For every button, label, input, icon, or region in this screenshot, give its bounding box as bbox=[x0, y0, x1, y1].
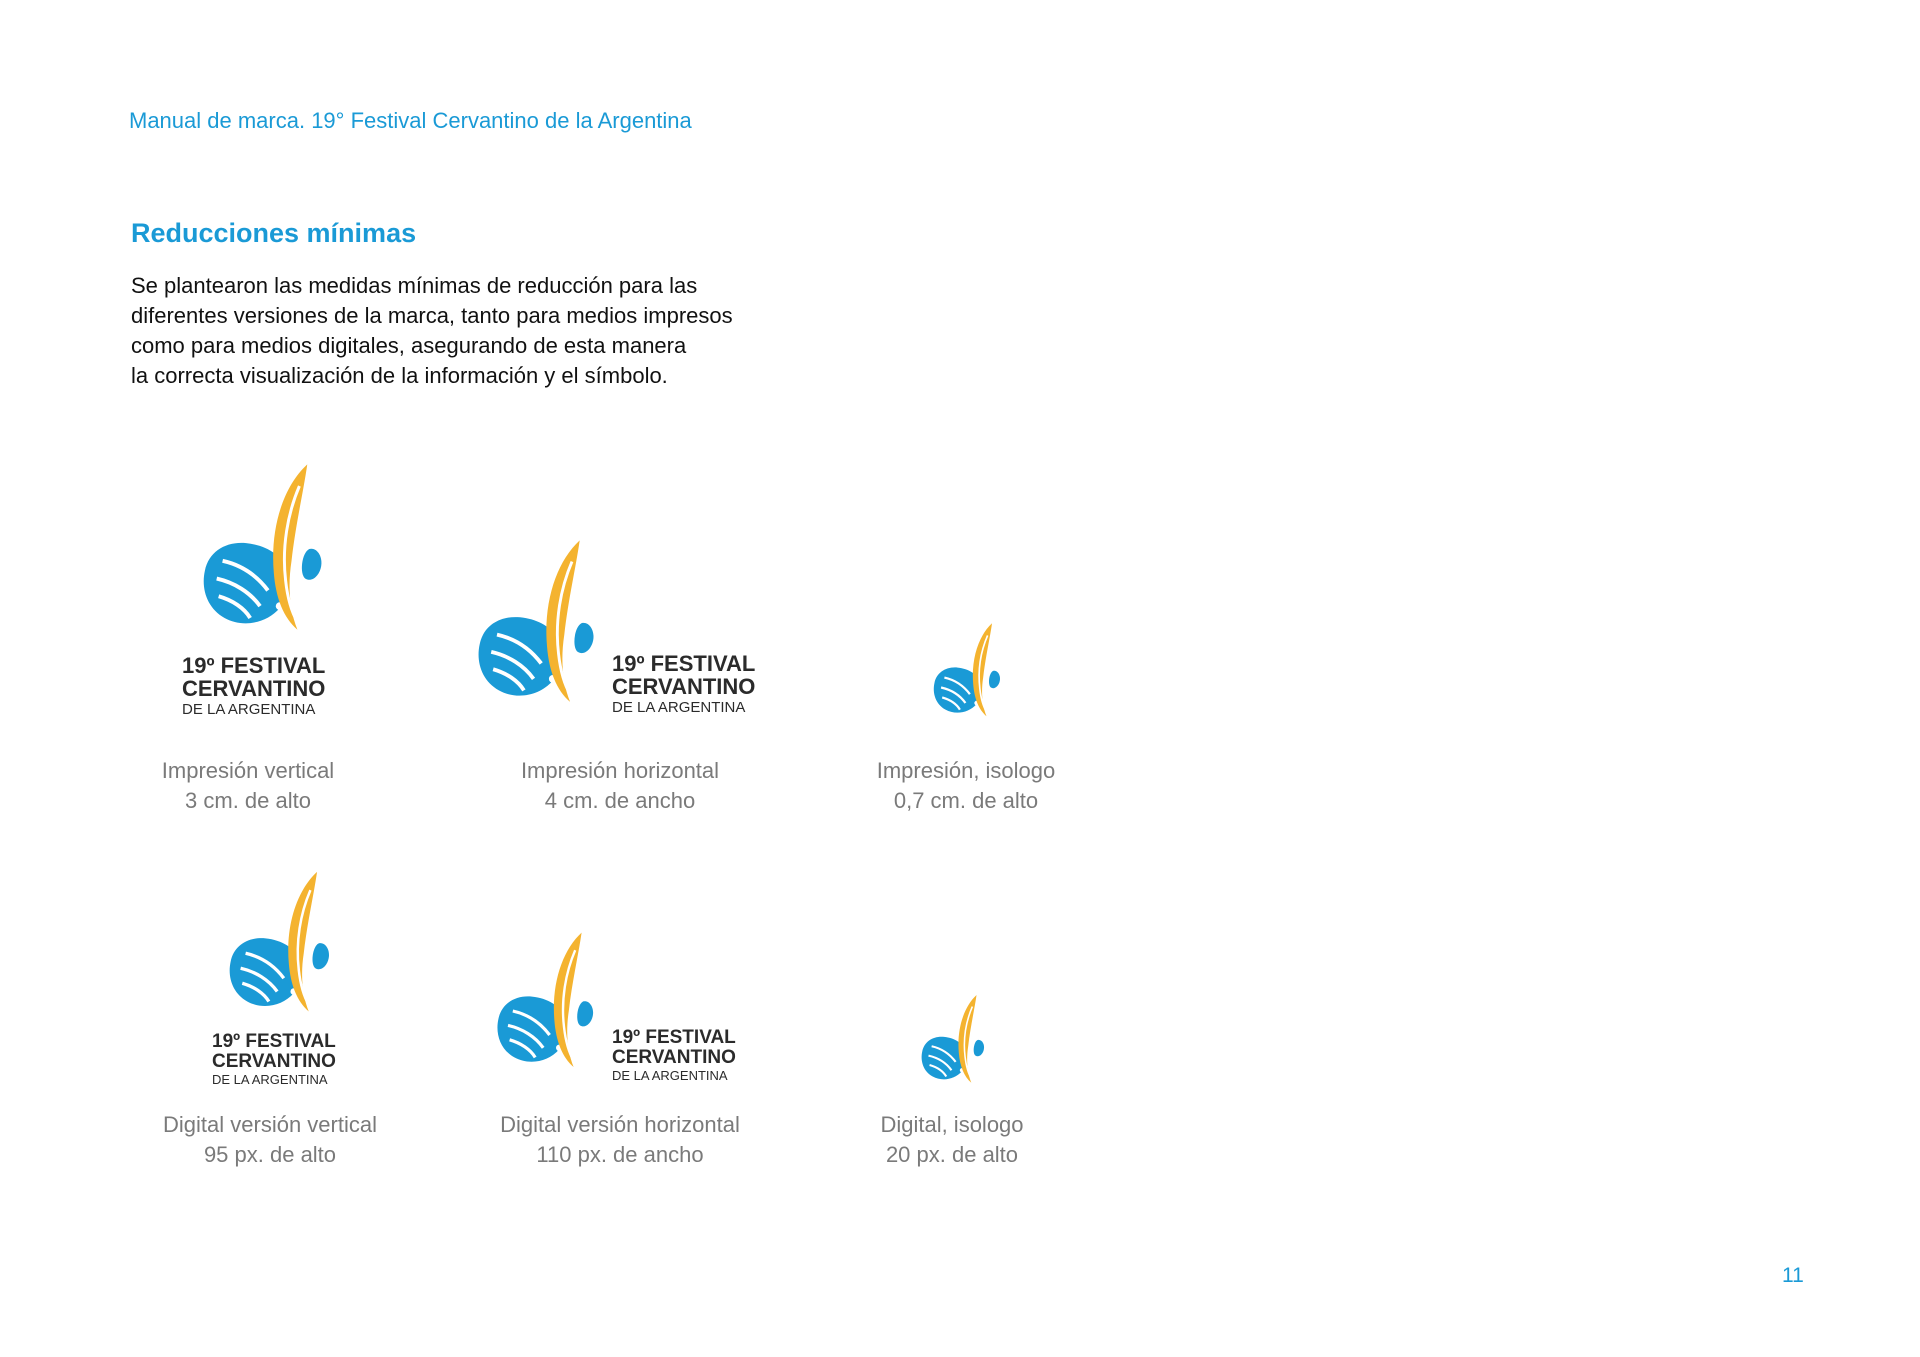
wordmark-line-1: 19º FESTIVAL bbox=[212, 1031, 336, 1052]
caption-size: 20 px. de alto bbox=[885, 1142, 1019, 1167]
caption-print-horizontal bbox=[480, 756, 760, 816]
wordmark-line-2: CERVANTINO bbox=[182, 676, 326, 702]
isologo-digital-vertical bbox=[224, 870, 332, 1020]
intro-line: la correcta visualización de la información y el símbolo. bbox=[131, 363, 668, 388]
caption-title: Digital versión vertical bbox=[163, 1112, 377, 1137]
wordmark-line-1: 19º FESTIVAL bbox=[612, 1027, 736, 1048]
caption-size: 95 px. de alto bbox=[203, 1142, 337, 1167]
wordmark-digital-vertical bbox=[212, 1032, 336, 1087]
caption-size: 0,7 cm. de alto bbox=[893, 788, 1039, 813]
document-header: Manual de marca. 19° Festival Cervantino de la Argentina bbox=[129, 108, 692, 133]
caption-title: Digital versión horizontal bbox=[500, 1112, 740, 1137]
wordmark-print-horizontal bbox=[612, 652, 755, 716]
wordmark-line-3: DE LA ARGENTINA bbox=[612, 699, 746, 717]
caption-size: 3 cm. de alto bbox=[185, 788, 311, 813]
caption-title: Digital, isologo bbox=[880, 1112, 1024, 1137]
page-number: 11 bbox=[1782, 1264, 1804, 1287]
intro-line: Se plantearon las medidas mínimas de reducción para las bbox=[131, 273, 698, 298]
caption-size: 110 px. de ancho bbox=[536, 1142, 704, 1167]
caption-digital-horizontal bbox=[480, 1110, 760, 1170]
isologo-digital-horizontal bbox=[492, 930, 596, 1076]
caption-title: Impresión, isologo bbox=[876, 758, 1056, 783]
isologo-print-vertical bbox=[197, 462, 325, 640]
wordmark-digital-horizontal bbox=[612, 1028, 736, 1083]
intro-line: diferentes versiones de la marca, tanto para medios impresos bbox=[131, 303, 733, 328]
isologo-print-small bbox=[930, 622, 1002, 722]
wordmark-line-1: 19º FESTIVAL bbox=[182, 653, 326, 678]
wordmark-line-2: CERVANTINO bbox=[612, 1046, 736, 1068]
wordmark-line-1: 19º FESTIVAL bbox=[612, 651, 756, 676]
isologo-digital-small bbox=[918, 994, 986, 1088]
caption-title: Impresión horizontal bbox=[520, 758, 720, 783]
caption-digital-vertical bbox=[130, 1110, 410, 1170]
isologo-print-horizontal bbox=[472, 538, 597, 712]
wordmark-line-3: DE LA ARGENTINA bbox=[612, 1067, 728, 1083]
wordmark-print-vertical bbox=[182, 654, 325, 718]
intro-line: como para medios digitales, asegurando de esta manera bbox=[131, 333, 687, 358]
caption-title: Impresión vertical bbox=[161, 758, 335, 783]
wordmark-line-3: DE LA ARGENTINA bbox=[182, 701, 316, 719]
caption-print-isologo bbox=[826, 756, 1106, 816]
intro-paragraph bbox=[131, 271, 851, 391]
caption-size: 4 cm. de ancho bbox=[544, 788, 696, 813]
wordmark-line-2: CERVANTINO bbox=[212, 1050, 336, 1072]
caption-print-vertical bbox=[108, 756, 388, 816]
wordmark-line-2: CERVANTINO bbox=[612, 674, 756, 700]
caption-digital-isologo bbox=[812, 1110, 1092, 1170]
wordmark-line-3: DE LA ARGENTINA bbox=[212, 1071, 328, 1087]
section-title: Reducciones mínimas bbox=[131, 218, 417, 248]
